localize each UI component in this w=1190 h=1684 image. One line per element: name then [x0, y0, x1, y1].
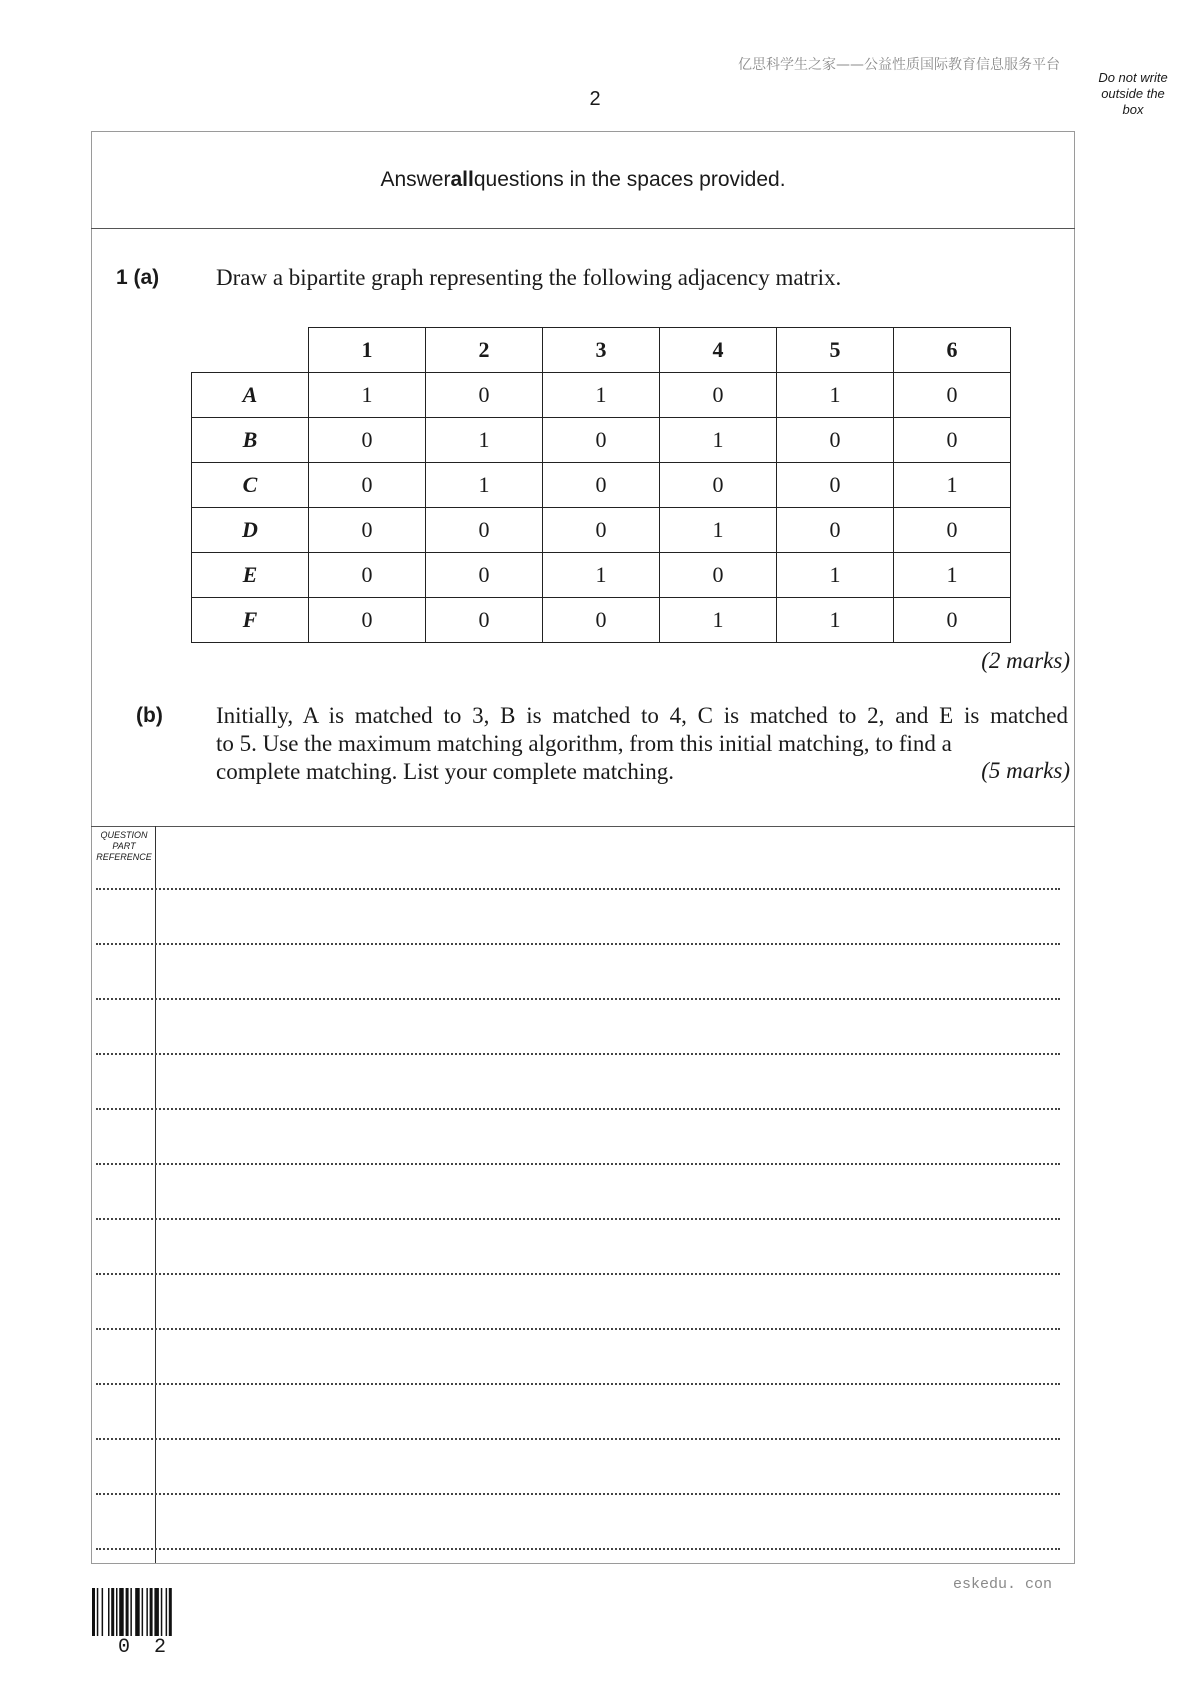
question-1a-label: 1 (a) — [116, 266, 160, 289]
matrix-cell: 1 — [894, 553, 1011, 598]
matrix-cell: 1 — [777, 373, 894, 418]
ref-label-line: PART — [112, 841, 136, 851]
margin-note-line: box — [1122, 102, 1144, 117]
matrix-cell: 0 — [777, 418, 894, 463]
matrix-col-header: 1 — [309, 328, 426, 373]
question-1b-label: (b) — [136, 704, 163, 727]
answer-line[interactable] — [96, 1493, 1060, 1495]
matrix-row — [192, 463, 1011, 508]
matrix-cell: 0 — [309, 508, 426, 553]
page-number: 2 — [589, 88, 601, 110]
answer-line[interactable] — [96, 1053, 1060, 1055]
matrix-col-header: 4 — [660, 328, 777, 373]
answer-line[interactable] — [96, 998, 1060, 1000]
barcode-bar — [146, 1588, 148, 1636]
barcode-bar — [102, 1588, 104, 1636]
watermark-footer: eskedu. con — [952, 1576, 1052, 1593]
ref-label-line: QUESTION — [100, 830, 148, 840]
barcode-bar — [126, 1588, 129, 1636]
barcode-bar — [108, 1588, 110, 1636]
matrix-row — [192, 598, 1011, 643]
margin-note-line: Do not write — [1098, 70, 1168, 85]
barcode — [92, 1588, 196, 1636]
matrix-col-header: 5 — [777, 328, 894, 373]
matrix-cell: 0 — [543, 463, 660, 508]
question-1b-line: complete matching. List your complete matching. — [216, 759, 674, 784]
matrix-row-header: B — [192, 418, 309, 463]
matrix-cell: 0 — [777, 463, 894, 508]
answer-line[interactable] — [96, 1548, 1060, 1550]
matrix-cell: 0 — [309, 463, 426, 508]
matrix-cell: 0 — [426, 508, 543, 553]
answer-line[interactable] — [96, 943, 1060, 945]
answer-line[interactable] — [96, 1328, 1060, 1330]
matrix-row-header: C — [192, 463, 309, 508]
answer-area-divider — [91, 826, 1075, 827]
barcode-bar — [92, 1588, 95, 1636]
matrix-cell: 0 — [426, 553, 543, 598]
matrix-header-row — [192, 328, 1011, 373]
matrix-row-header: D — [192, 508, 309, 553]
matrix-cell: 1 — [894, 463, 1011, 508]
barcode-bar — [97, 1588, 99, 1636]
question-1a-marks: (2 marks) — [981, 648, 1070, 673]
matrix-row — [192, 418, 1011, 463]
matrix-cell: 0 — [426, 373, 543, 418]
barcode-bar — [119, 1588, 124, 1636]
matrix-cell: 0 — [309, 553, 426, 598]
matrix-col-header: 3 — [543, 328, 660, 373]
matrix-cell: 1 — [777, 598, 894, 643]
instruction-text-after: questions in the spaces provided. — [473, 167, 786, 191]
matrix-cell: 0 — [309, 418, 426, 463]
ref-label-line: REFERENCE — [96, 852, 152, 862]
matrix-cell: 1 — [426, 463, 543, 508]
margin-note-line: outside the — [1101, 86, 1165, 101]
answer-line[interactable] — [96, 1163, 1060, 1165]
barcode-bar — [154, 1588, 159, 1636]
matrix-cell: 1 — [309, 373, 426, 418]
instruction-text-before: Answer — [380, 167, 451, 191]
watermark-header: 亿思科学生之家——公益性质国际教育信息服务平台 — [738, 57, 1060, 73]
matrix-cell: 0 — [894, 373, 1011, 418]
margin-note — [1083, 70, 1183, 118]
matrix-cell: 1 — [543, 553, 660, 598]
matrix-cell: 1 — [777, 553, 894, 598]
matrix-row — [192, 373, 1011, 418]
answer-line[interactable] — [96, 1218, 1060, 1220]
matrix-corner — [192, 328, 309, 373]
answer-line[interactable] — [96, 888, 1060, 890]
matrix-cell: 0 — [777, 508, 894, 553]
question-1b-marks: (5 marks) — [981, 758, 1070, 783]
matrix-cell: 0 — [894, 598, 1011, 643]
matrix-cell: 0 — [543, 508, 660, 553]
answer-line[interactable] — [96, 1273, 1060, 1275]
matrix-cell: 1 — [660, 508, 777, 553]
barcode-bar — [166, 1588, 168, 1636]
adjacency-matrix — [191, 327, 1011, 643]
barcode-bar — [130, 1588, 132, 1636]
barcode-bar — [111, 1588, 114, 1636]
matrix-cell: 0 — [660, 373, 777, 418]
matrix-cell: 1 — [426, 418, 543, 463]
question-1b-line: Initially, A is matched to 3, B is matched to 4, C is matched to 2, and E is matched — [216, 703, 1068, 728]
matrix-cell: 0 — [543, 598, 660, 643]
question-part-reference-label — [93, 830, 155, 863]
question-1b-line: to 5. Use the maximum matching algorithm, from this initial matching, to find a — [216, 731, 952, 756]
matrix-cell: 0 — [426, 598, 543, 643]
matrix-cell: 1 — [660, 598, 777, 643]
matrix-cell: 0 — [660, 463, 777, 508]
matrix-row — [192, 553, 1011, 598]
reference-column-divider — [155, 826, 156, 1563]
barcode-bar — [150, 1588, 153, 1636]
instruction-text-bold: all — [450, 167, 474, 191]
barcode-digits: 0 2 — [118, 1636, 173, 1659]
instruction-banner — [91, 131, 1075, 229]
matrix-cell: 0 — [543, 418, 660, 463]
answer-line[interactable] — [96, 1383, 1060, 1385]
matrix-row-header: F — [192, 598, 309, 643]
matrix-cell: 1 — [543, 373, 660, 418]
matrix-cell: 0 — [894, 508, 1011, 553]
barcode-bar — [161, 1588, 163, 1636]
matrix-row — [192, 508, 1011, 553]
matrix-cell: 0 — [660, 553, 777, 598]
matrix-cell: 1 — [660, 418, 777, 463]
matrix-row-header: A — [192, 373, 309, 418]
barcode-bar — [135, 1588, 140, 1636]
matrix-cell: 0 — [309, 598, 426, 643]
question-1a-text: Draw a bipartite graph representing the following adjacency matrix. — [216, 265, 842, 290]
matrix-col-header: 2 — [426, 328, 543, 373]
barcode-bar — [169, 1588, 172, 1636]
barcode-bar — [142, 1588, 144, 1636]
matrix-col-header: 6 — [894, 328, 1011, 373]
matrix-cell: 0 — [894, 418, 1011, 463]
answer-line[interactable] — [96, 1108, 1060, 1110]
barcode-bar — [116, 1588, 118, 1636]
matrix-row-header: E — [192, 553, 309, 598]
answer-line[interactable] — [96, 1438, 1060, 1440]
